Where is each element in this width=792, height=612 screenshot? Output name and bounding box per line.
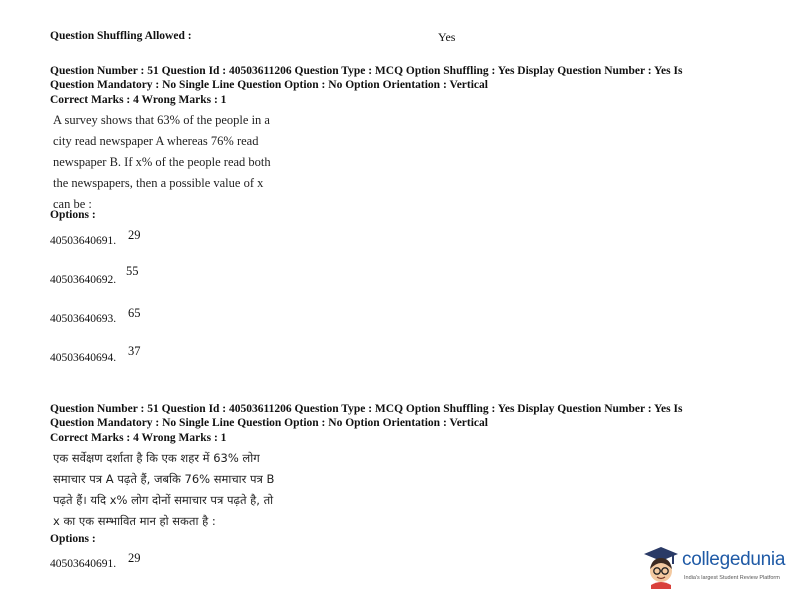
q1-text-line: can be : — [53, 197, 92, 211]
q2-text-line: पढ़ते हैं। यदि x% लोग दोनों समाचार पत्र पढ़ते है, तो — [53, 493, 274, 507]
q1-option-id: 40503640691. — [50, 235, 117, 247]
q2-question-text — [53, 448, 313, 532]
q1-option-value[interactable]: 55 — [126, 264, 139, 278]
q2-option-value[interactable]: 29 — [128, 551, 141, 565]
q2-meta-line2: Question Mandatory : No Single Line Question Option : No Option Orientation : Vertical — [50, 417, 488, 429]
q1-option-id: 40503640693. — [50, 313, 117, 325]
q1-question-text — [53, 110, 303, 215]
q1-option-value[interactable]: 29 — [128, 228, 141, 242]
q1-marks: Correct Marks : 4 Wrong Marks : 1 — [50, 94, 227, 106]
q2-marks: Correct Marks : 4 Wrong Marks : 1 — [50, 432, 227, 444]
q1-text-line: the newspapers, then a possible value of x — [53, 176, 264, 190]
shuffling-label: Question Shuffling Allowed : — [50, 30, 192, 42]
q1-option-id: 40503640692. — [50, 274, 117, 286]
logo-tagline: India's largest Student Review Platform — [684, 575, 780, 581]
q1-meta-line1: Question Number : 51 Question Id : 40503611206 Question Type : MCQ Option Shuffling : Yes Display Question Number : Yes Is — [50, 65, 683, 77]
collegedunia-logo — [642, 545, 787, 590]
q1-option-id: 40503640694. — [50, 352, 117, 364]
graduate-mascot-icon — [642, 545, 680, 589]
q1-meta-line2: Question Mandatory : No Single Line Question Option : No Option Orientation : Vertical — [50, 79, 488, 91]
q1-meta — [50, 64, 740, 92]
q1-option-value[interactable]: 65 — [128, 306, 141, 320]
logo-wordmark: collegedunia — [682, 549, 786, 570]
q2-text-line: समाचार पत्र A पढ़ते हैं, जबकि 76% समाचार पत्र B — [53, 472, 275, 486]
q1-options-label: Options : — [50, 209, 96, 221]
q1-text-line: A survey shows that 63% of the people in a — [53, 113, 270, 127]
q2-meta-line1: Question Number : 51 Question Id : 40503611206 Question Type : MCQ Option Shuffling : Yes Display Question Number : Yes Is — [50, 403, 683, 415]
q2-text-line: x का एक सम्भावित मान हो सकता है : — [53, 514, 216, 528]
q2-options-label: Options : — [50, 533, 96, 545]
q2-meta — [50, 402, 740, 430]
q2-option-id: 40503640691. — [50, 558, 117, 570]
q1-option-value[interactable]: 37 — [128, 344, 141, 358]
q1-text-line: city read newspaper A whereas 76% read — [53, 134, 259, 148]
q2-text-line: एक सर्वेक्षण दर्शाता है कि एक शहर में 63% लोग — [53, 451, 260, 465]
shuffling-value: Yes — [438, 30, 456, 44]
q1-text-line: newspaper B. If x% of the people read both — [53, 155, 271, 169]
